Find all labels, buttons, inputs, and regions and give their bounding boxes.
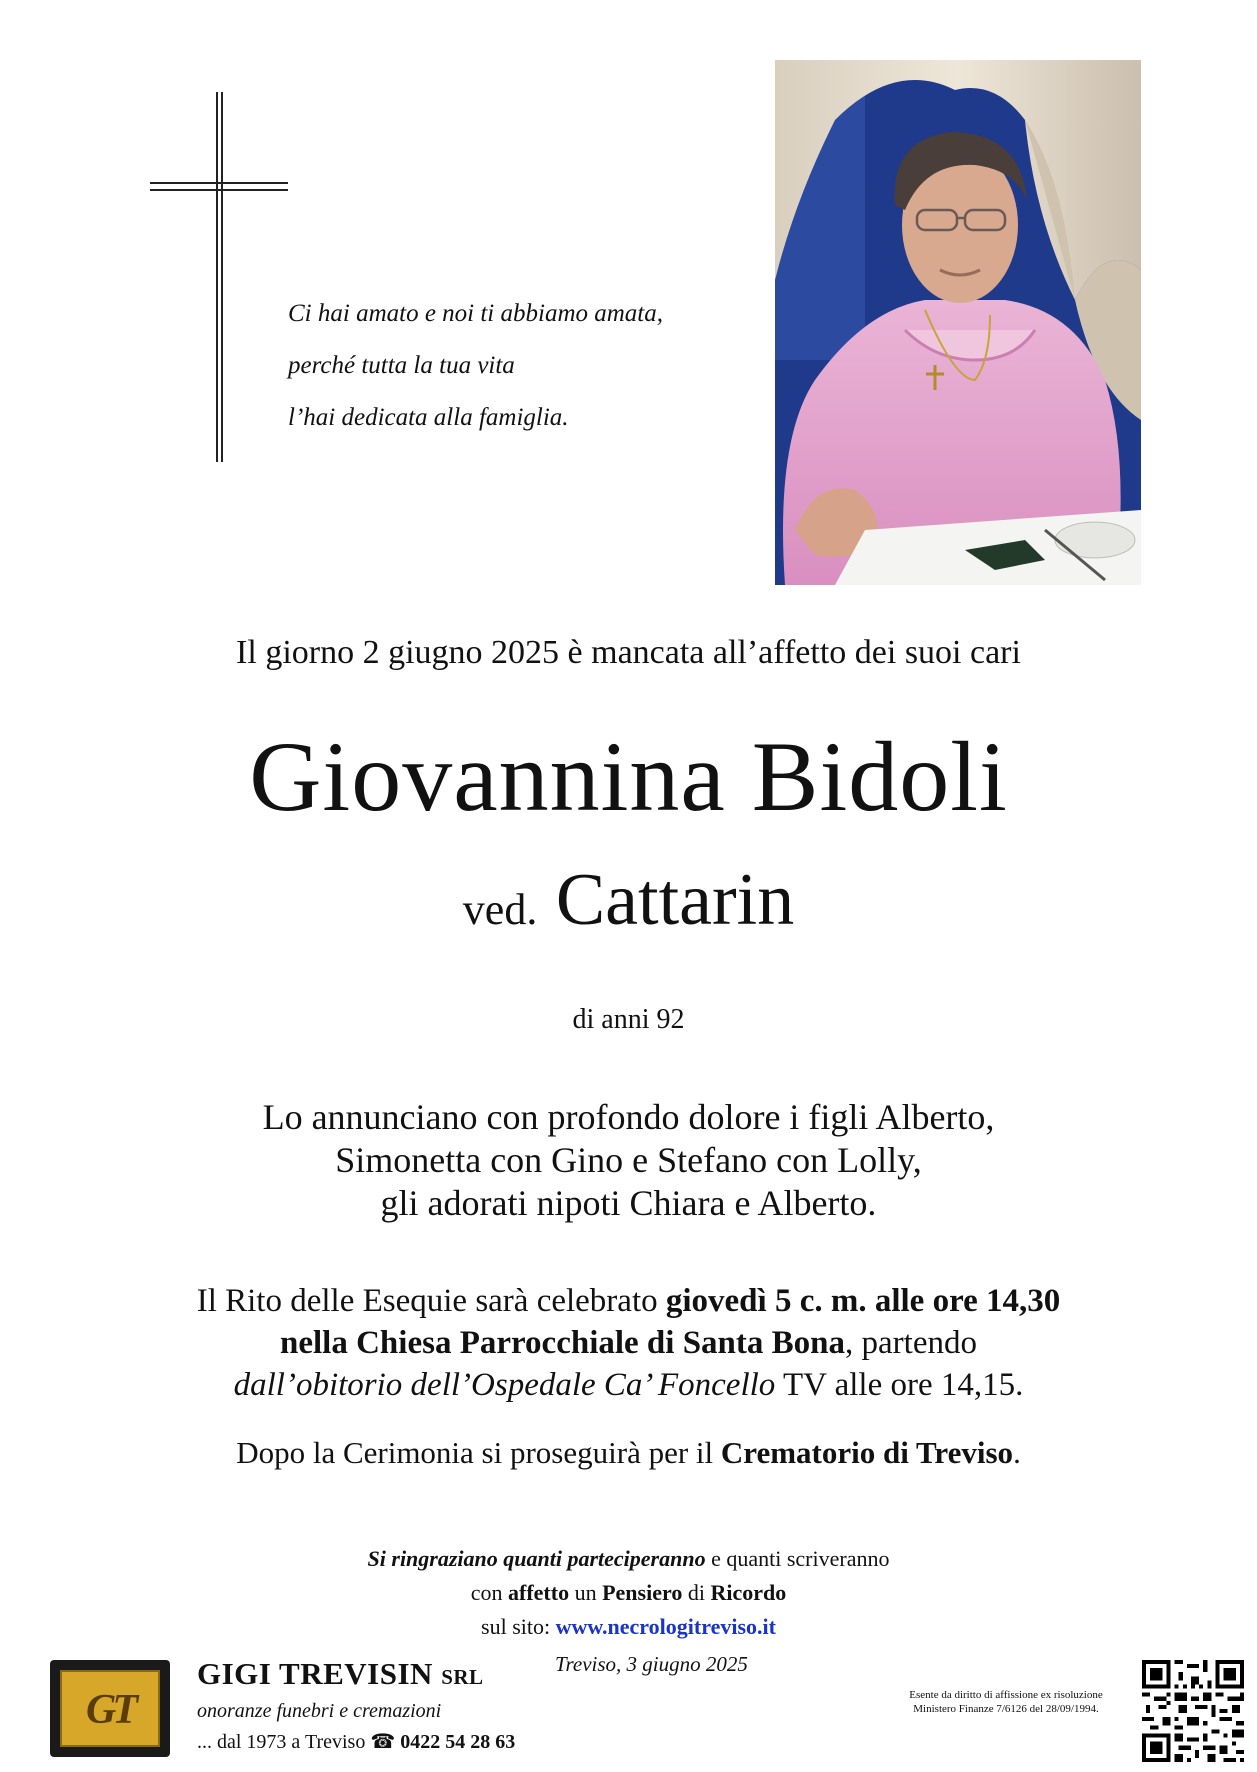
announcement-line: Lo annunciano con profondo dolore i figli Alberto, [262,1097,995,1137]
memorial-verse [288,288,663,444]
qr-code-icon[interactable] [1142,1660,1244,1762]
company-subtitle: onoranze funebri e cremazioni [197,1700,442,1722]
thanks-word: affetto [508,1580,570,1605]
rite-departure: dall’obitorio dell’Ospedale Ca’ Foncello [233,1367,776,1403]
telephone-icon: ☎ [370,1731,396,1753]
rite-datetime: giovedì 5 c. m. alle ore 14,30 [665,1283,1061,1319]
funeral-rite-info [0,1280,1257,1406]
after-period: . [1013,1435,1021,1470]
age-text: di anni 92 [572,1004,685,1035]
announcement-line: Simonetta con Gino e Stefano con Lolly, [335,1140,922,1180]
after-ceremony [0,1435,1257,1471]
crematorium: Crematorio di Treviso [720,1435,1014,1470]
announcement-line: gli adorati nipoti Chiara e Alberto. [380,1183,877,1223]
rite-line2: , partendo [845,1325,977,1361]
thanks-bold: Si ringraziano quanti parteciperanno [367,1546,706,1571]
ved-prefix: ved. [462,885,538,934]
verse-line: l’hai dedicata alla famiglia. [288,404,569,431]
death-announcement-intro: Il giorno 2 giugno 2025 è mancata all’affetto dei suoi cari [236,634,1021,671]
married-name [0,858,1257,952]
rite-line1: Il Rito delle Esequie sarà celebrato [196,1283,666,1319]
thanks-word: Pensiero [602,1580,683,1605]
phone-number[interactable]: 0422 54 28 63 [400,1731,516,1753]
rite-line3: TV alle ore 14,15. [775,1367,1024,1403]
thanks-word: di [682,1580,711,1605]
exempt-line: Ministero Finanze 7/6126 del 28/09/1994. [913,1703,1099,1715]
company-since: ... dal 1973 a Treviso [197,1731,366,1753]
thanks-text: e quanti scriveranno [705,1546,890,1571]
verse-line: Ci hai amato e noi ti abbiamo amata, [288,300,663,327]
portrait-photo [775,60,1141,585]
verse-line: perché tutta la tua vita [288,352,515,379]
website-link[interactable]: www.necrologitreviso.it [555,1614,776,1639]
after-text: Dopo la Cerimonia si proseguirà per il [236,1435,721,1470]
exempt-line: Esente da diritto di affissione ex risoluzione [909,1689,1103,1701]
family-announcement [0,1096,1257,1225]
thanks-block [0,1542,1257,1644]
ved-name: Cattarin [555,859,795,941]
company-info [197,1656,515,1754]
company-logo [50,1660,170,1757]
thanks-word: con [470,1580,509,1605]
company-name: GIGI TREVISIN [197,1656,433,1691]
company-suffix: SRL [441,1665,484,1689]
deceased-name: Giovannina Bidoli [249,721,1008,832]
publication-date: Treviso, 3 giugno 2025 [555,1652,748,1676]
tax-exempt-notice [876,1688,1136,1716]
thanks-word: Ricordo [710,1580,787,1605]
rite-church: nella Chiesa Parrocchiale di Santa Bona [280,1325,846,1361]
thanks-word: un [569,1580,603,1605]
logo-text: GT [86,1687,134,1733]
site-label: sul sito: [481,1614,556,1639]
